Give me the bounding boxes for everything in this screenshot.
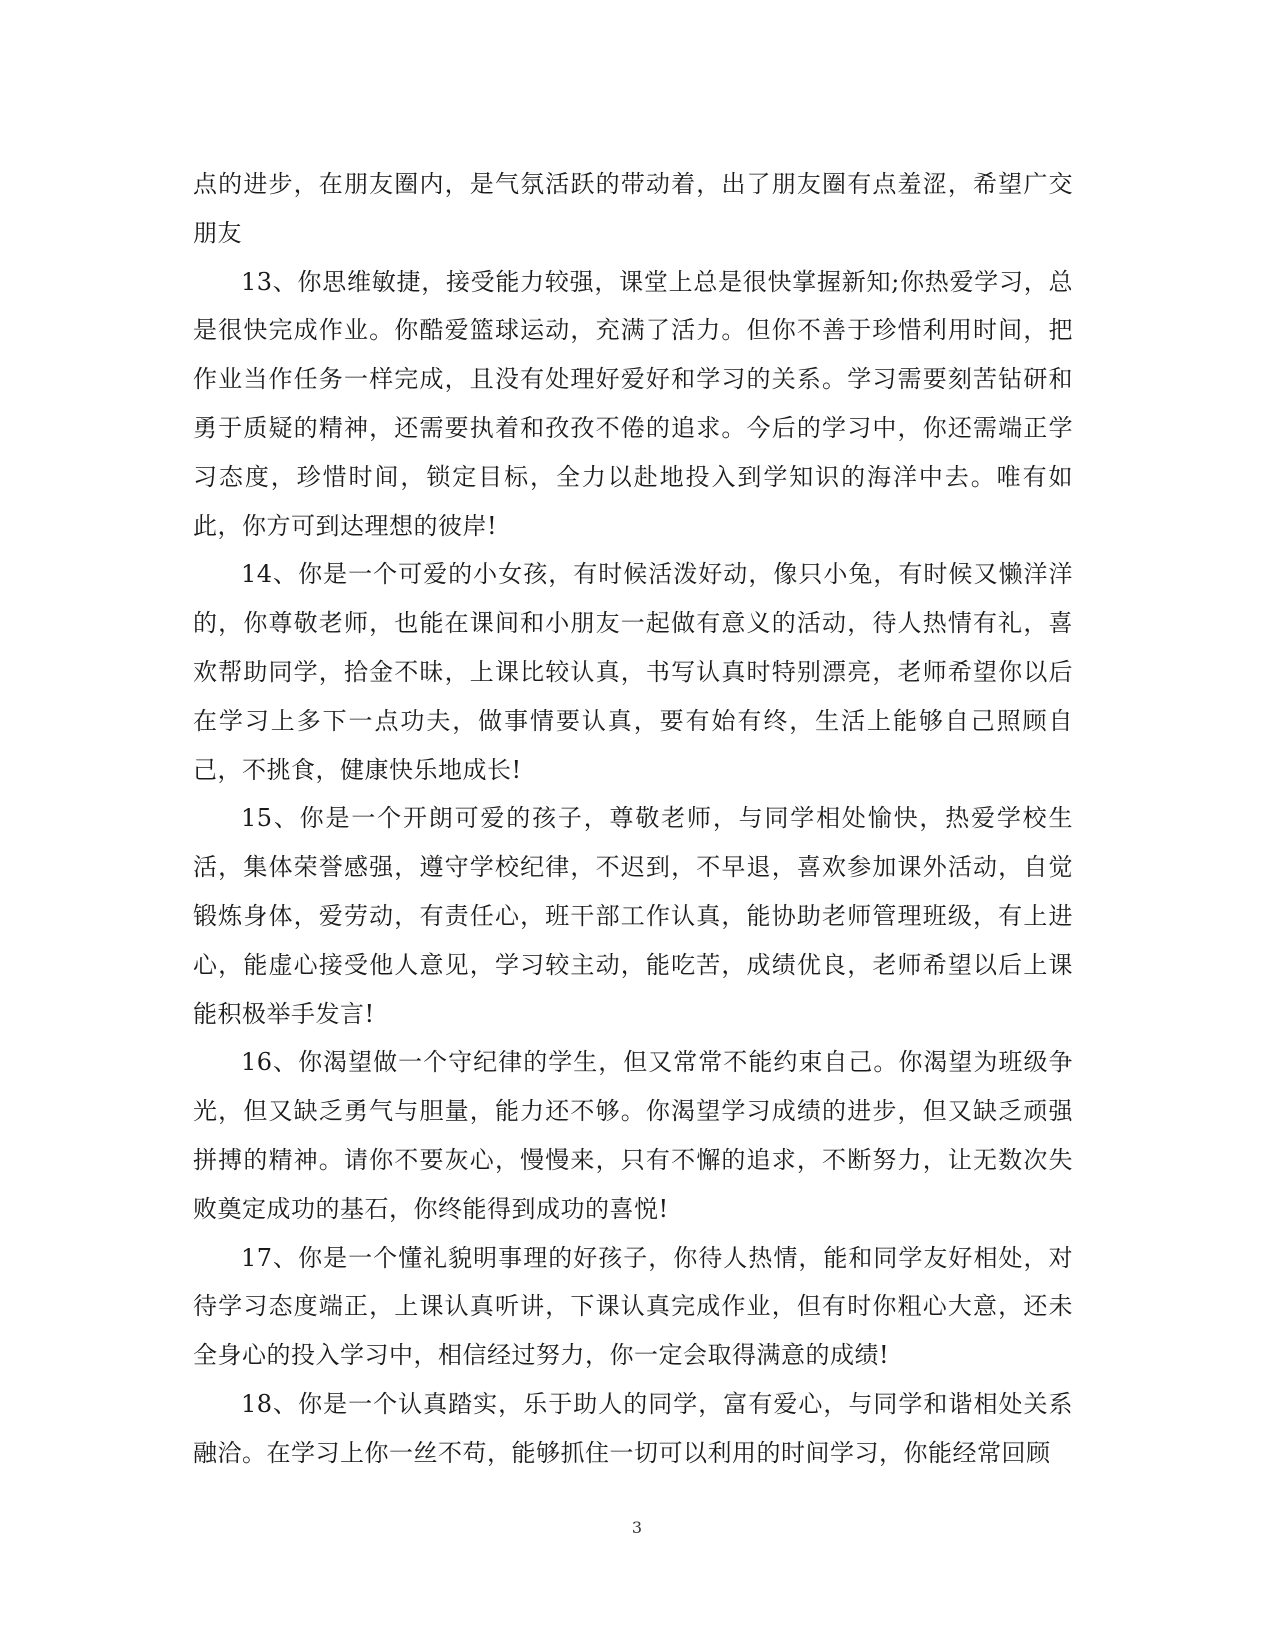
page-number: 3 [631,1518,643,1537]
paragraph-comment-18: 18、你是一个认真踏实，乐于助人的同学，富有爱心，与同学和谐相处关系融洽。在学习上你一丝不苟，能够抓住一切可以利用的时间学习，你能经常回顾 [193,1389,1073,1467]
paragraph-comment-15: 15、你是一个开朗可爱的孩子，尊敬老师，与同学相处愉快，热爱学校生活，集体荣誉感强，遵守学校纪律，不迟到，不早退，喜欢参加课外活动，自觉锻炼身体，爱劳动，有责任心，班干部工作认真，能协助老师管理班级，有上进心，能虚心接受他人意见，学习较主动，能吃苦，成绩优良，老师希望以后上课能积极举手发言! [193,804,1073,1028]
paragraph-comment-13: 13、你思维敏捷，接受能力较强，课堂上总是很快掌握新知;你热爱学习，总是很快完成作业。你酷爱篮球运动，充满了活力。但你不善于珍惜利用时间，把作业当作任务一样完成，且没有处理好爱好和学习的关系。学习需要刻苦钻研和勇于质疑的精神，还需要执着和孜孜不倦的追求。今后的学习中，你还需端正学习态度，珍惜时间，锁定目标，全力以赴地投入到学知识的海洋中去。唯有如此，你方可到达理想的彼岸! [193,267,1073,540]
document-body [193,160,1073,1478]
paragraph-continuation: 点的进步，在朋友圈内，是气氛活跃的带动着，出了朋友圈有点羞涩，希望广交朋友 [193,170,1073,247]
paragraph-comment-16: 16、你渴望做一个守纪律的学生，但又常常不能约束自己。你渴望为班级争光，但又缺乏勇气与胆量，能力还不够。你渴望学习成绩的进步，但又缺乏顽强拼搏的精神。请你不要灰心，慢慢来，只有不懈的追求，不断努力，让无数次失败奠定成功的基石，你终能得到成功的喜悦! [193,1048,1073,1223]
paragraph-comment-17: 17、你是一个懂礼貌明事理的好孩子，你待人热情，能和同学友好相处，对待学习态度端正，上课认真听讲，下课认真完成作业，但有时你粗心大意，还未全身心的投入学习中，相信经过努力，你一定会取得满意的成绩! [193,1243,1073,1370]
paragraph-comment-14: 14、你是一个可爱的小女孩，有时候活泼好动，像只小兔，有时候又懒洋洋的，你尊敬老师，也能在课间和小朋友一起做有意义的活动，待人热情有礼，喜欢帮助同学，拾金不昧，上课比较认真，书写认真时特别漂亮，老师希望你以后在学习上多下一点功夫，做事情要认真，要有始有终，生活上能够自己照顾自己，不挑食，健康快乐地成长! [193,560,1073,784]
